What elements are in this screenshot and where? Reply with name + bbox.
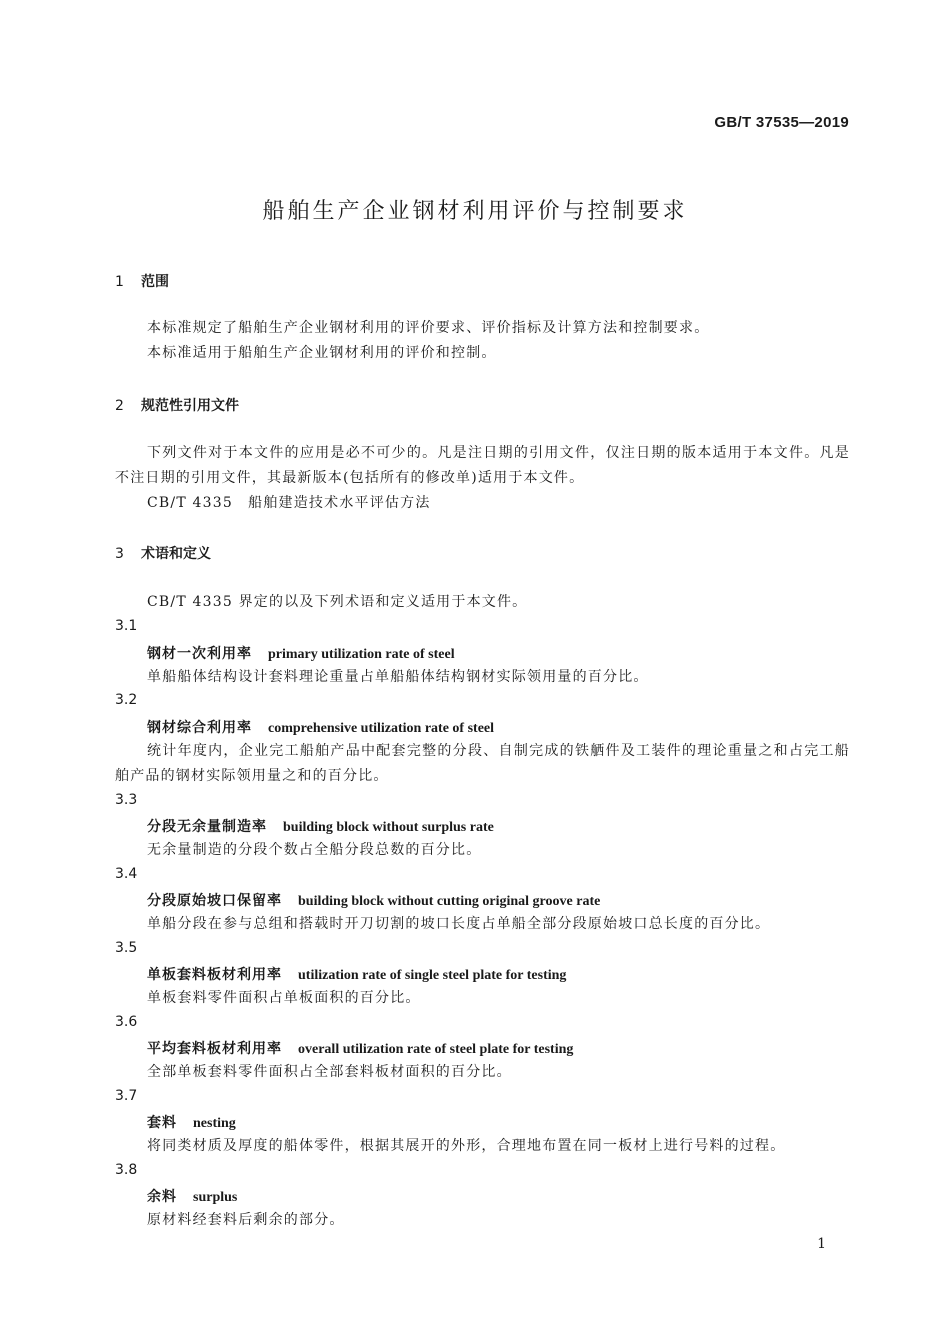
term-definition: 单船分段在参与总组和搭载时开刀切割的坡口长度占单船全部分段原始坡口总长度的百分比。 bbox=[147, 916, 771, 932]
section-number: 3 bbox=[115, 546, 124, 562]
document-title: 船舶生产企业钢材利用评价与控制要求 bbox=[262, 199, 688, 224]
section-heading-terms-and-definitions bbox=[115, 543, 211, 563]
paragraph: CB/T 4335 界定的以及下列术语和定义适用于本文件。 bbox=[147, 594, 528, 610]
term-number: 3.3 bbox=[115, 792, 138, 808]
paragraph: 本标准规定了船舶生产企业钢材利用的评价要求、评价指标及计算方法和控制要求。 bbox=[147, 320, 710, 336]
term-heading bbox=[147, 964, 566, 984]
term-heading bbox=[147, 890, 600, 910]
term-en: comprehensive utilization rate of steel bbox=[268, 721, 495, 736]
section-title: 术语和定义 bbox=[141, 546, 211, 562]
term-zh: 平均套料板材利用率 bbox=[147, 1041, 282, 1057]
term-en: utilization rate of single steel plate for testing bbox=[298, 968, 567, 983]
term-number: 3.6 bbox=[115, 1014, 138, 1030]
paragraph: 下列文件对于本文件的应用是必不可少的。凡是注日期的引用文件，仅注日期的版本适用于本文件。凡是不注日期的引用文件，其最新版本(包括所有的修改单)适用于本文件。 bbox=[115, 445, 850, 486]
section-heading-normative-references bbox=[115, 395, 239, 415]
paragraph: 本标准适用于船舶生产企业钢材利用的评价和控制。 bbox=[147, 345, 497, 361]
standard-number: GB/T 37535—2019 bbox=[714, 114, 849, 131]
term-en: overall utilization rate of steel plate for testing bbox=[298, 1042, 574, 1057]
term-zh: 套料 bbox=[147, 1115, 177, 1131]
term-definition: 单板套料零件面积占单板面积的百分比。 bbox=[147, 990, 421, 1006]
term-heading bbox=[147, 1038, 573, 1058]
reference-item: CB/T 4335 船舶建造技术水平评估方法 bbox=[147, 495, 431, 511]
term-number: 3.7 bbox=[115, 1088, 138, 1104]
section-heading-scope bbox=[115, 271, 169, 291]
section-number: 1 bbox=[115, 274, 124, 290]
term-number: 3.8 bbox=[115, 1162, 138, 1178]
term-heading bbox=[147, 1112, 236, 1132]
term-heading bbox=[147, 717, 494, 737]
page-number: 1 bbox=[817, 1236, 826, 1252]
term-definition: 无余量制造的分段个数占全船分段总数的百分比。 bbox=[147, 842, 482, 858]
term-definition: 将同类材质及厚度的船体零件，根据其展开的外形，合理地布置在同一板材上进行号料的过程。 bbox=[147, 1138, 786, 1154]
term-definition: 统计年度内，企业完工船舶产品中配套完整的分段、自制完成的铁舾件及工装件的理论重量之和占完工船舶产品的钢材实际领用量之和的百分比。 bbox=[115, 743, 850, 784]
term-en: primary utilization rate of steel bbox=[268, 647, 455, 662]
section-title: 范围 bbox=[141, 274, 169, 290]
term-heading bbox=[147, 816, 494, 836]
term-number: 3.1 bbox=[115, 618, 138, 634]
term-number: 3.4 bbox=[115, 866, 138, 882]
section-number: 2 bbox=[115, 398, 124, 414]
term-definition: 单船船体结构设计套料理论重量占单船船体结构钢材实际领用量的百分比。 bbox=[147, 669, 649, 685]
term-zh: 钢材一次利用率 bbox=[147, 646, 252, 662]
term-zh: 分段原始坡口保留率 bbox=[147, 893, 282, 909]
term-heading bbox=[147, 643, 455, 663]
term-en: building block without surplus rate bbox=[283, 820, 494, 835]
term-en: building block without cutting original groove rate bbox=[298, 894, 601, 909]
term-definition: 全部单板套料零件面积占全部套料板材面积的百分比。 bbox=[147, 1064, 512, 1080]
term-zh: 单板套料板材利用率 bbox=[147, 967, 282, 983]
term-number: 3.2 bbox=[115, 692, 138, 708]
term-zh: 余料 bbox=[147, 1189, 177, 1205]
term-zh: 钢材综合利用率 bbox=[147, 720, 252, 736]
term-number: 3.5 bbox=[115, 940, 138, 956]
term-zh: 分段无余量制造率 bbox=[147, 819, 267, 835]
term-en: nesting bbox=[193, 1116, 236, 1131]
section-title: 规范性引用文件 bbox=[141, 398, 239, 414]
term-en: surplus bbox=[193, 1190, 238, 1205]
term-heading bbox=[147, 1186, 237, 1206]
term-definition: 原材料经套料后剩余的部分。 bbox=[147, 1212, 345, 1228]
